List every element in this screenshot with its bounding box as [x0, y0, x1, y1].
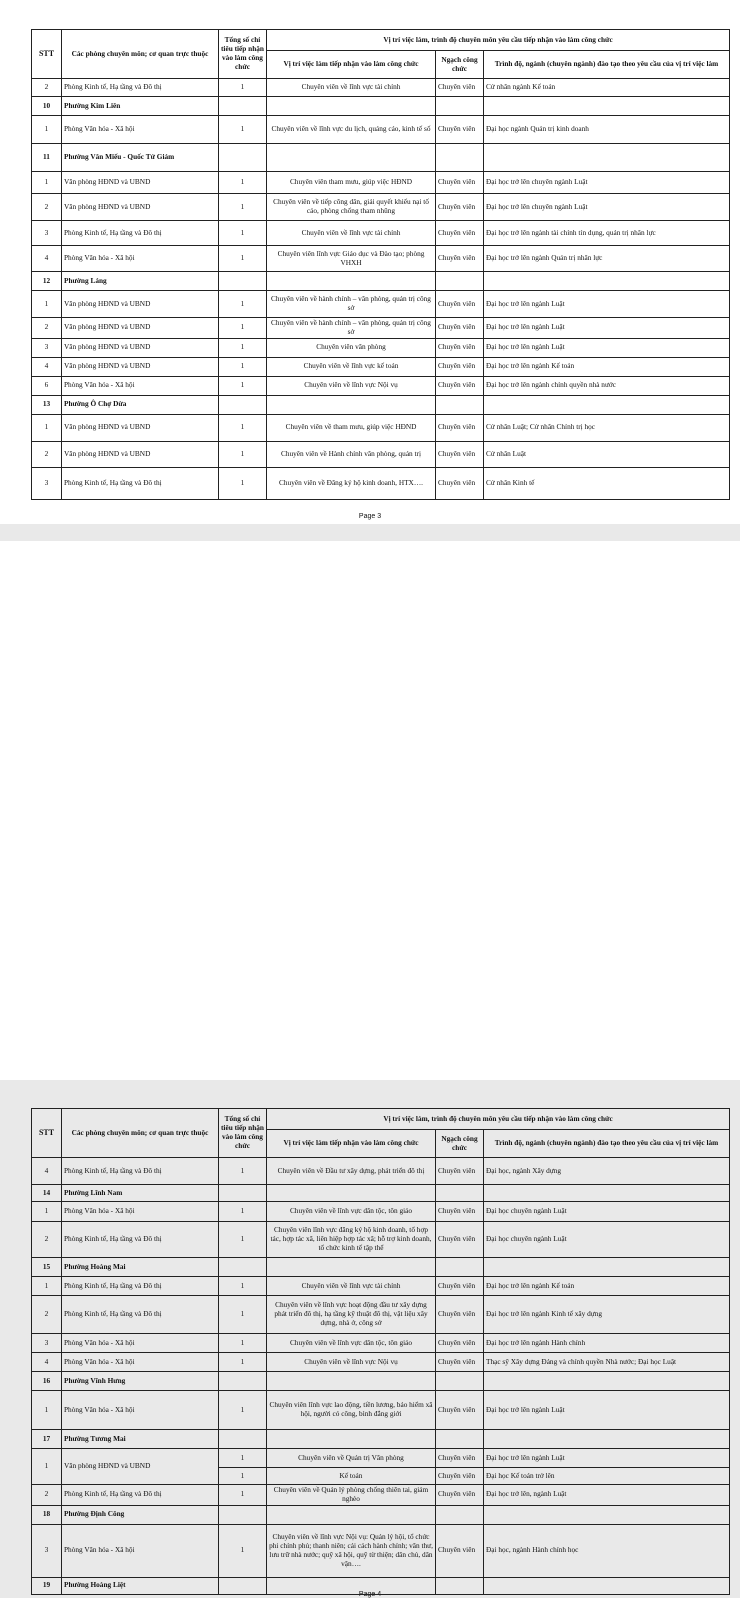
- cell-qualification: Đại học trở lên ngành Luật: [484, 318, 730, 339]
- cell-department: Phòng Văn hóa - Xã hội: [62, 1334, 219, 1353]
- ward-section-row: [32, 1258, 730, 1277]
- cell-empty: [436, 1505, 484, 1524]
- cell-qualification: Cử nhân Luật: [484, 441, 730, 467]
- cell-rank: Chuyên viên: [436, 1334, 484, 1353]
- cell-total: 1: [219, 1334, 267, 1353]
- cell-ward-name: Phường Lĩnh Nam: [62, 1185, 219, 1202]
- page-number: Page 3: [358, 513, 382, 520]
- cell-qualification: Đại học chuyên ngành Luật: [484, 1222, 730, 1258]
- table-row: [32, 1524, 730, 1577]
- table-row: [32, 116, 730, 144]
- cell-stt: 2: [32, 194, 62, 221]
- cell-position: Chuyên viên về lĩnh vực tài chính: [267, 79, 436, 97]
- cell-qualification: Đại học trở lên ngành Hành chính: [484, 1334, 730, 1353]
- cell-position: Chuyên viên về lĩnh vực Nội vụ: [267, 1353, 436, 1372]
- cell-stt: 1: [32, 1277, 62, 1296]
- cell-total: 1: [219, 116, 267, 144]
- cell-rank: Chuyên viên: [436, 1296, 484, 1334]
- cell-total: 1: [219, 79, 267, 97]
- cell-rank: Chuyên viên: [436, 221, 484, 246]
- ward-section-row: [32, 144, 730, 172]
- cell-qualification: Thạc sỹ Xây dựng Đảng và chính quyền Nhà nước; Đại học Luật: [484, 1353, 730, 1372]
- table-row: [32, 1222, 730, 1258]
- cell-stt: 17: [32, 1430, 62, 1449]
- cell-rank: Chuyên viên: [436, 1449, 484, 1468]
- cell-department: Văn phòng HĐND và UBND: [62, 441, 219, 467]
- cell-stt: 18: [32, 1505, 62, 1524]
- header-qualification: Trình độ, ngành (chuyên ngành) đào tạo theo yêu cầu của vị trí việc làm: [484, 1130, 730, 1158]
- cell-stt: 16: [32, 1372, 62, 1391]
- cell-position: Chuyên viên về Đăng ký hộ kinh doanh, HTX….: [267, 467, 436, 499]
- cell-position: Chuyên viên về lĩnh vực hoạt động đầu tư xây dựng phát triển đô thị, hạ tầng kỹ thuật đô thị, vật liệu xây dựng, nhà ở, công sở: [267, 1296, 436, 1334]
- cell-department: Phòng Kinh tế, Hạ tầng và Đô thị: [62, 221, 219, 246]
- cell-department: Phòng Văn hóa - Xã hội: [62, 1391, 219, 1430]
- cell-stt: 4: [32, 1353, 62, 1372]
- cell-empty: [484, 395, 730, 414]
- cell-qualification: Đại học trở lên ngành Luật: [484, 1449, 730, 1468]
- table-row: [32, 318, 730, 339]
- table-row: [32, 376, 730, 395]
- cell-empty: [436, 1430, 484, 1449]
- header-position-group: Vị trí việc làm, trình độ chuyên môn yêu cầu tiếp nhận vào làm công chức: [267, 1109, 730, 1130]
- cell-total: 1: [219, 318, 267, 339]
- cell-rank: Chuyên viên: [436, 1202, 484, 1222]
- cell-empty: [219, 1258, 267, 1277]
- cell-rank: Chuyên viên: [436, 1158, 484, 1185]
- cell-stt: 19: [32, 1577, 62, 1594]
- cell-position: Chuyên viên về lĩnh vực dân tộc, tôn giáo: [267, 1334, 436, 1353]
- cell-stt: 1: [32, 1449, 62, 1485]
- cell-empty: [219, 1185, 267, 1202]
- cell-qualification: Đại học trở lên ngành tài chính tín dụng, quản trị nhân lực: [484, 221, 730, 246]
- cell-qualification: Đại học trở lên ngành Quản trị nhân lực: [484, 246, 730, 272]
- cell-empty: [267, 1577, 436, 1594]
- table-row: [32, 1485, 730, 1506]
- cell-rank: Chuyên viên: [436, 357, 484, 376]
- cell-empty: [484, 1258, 730, 1277]
- cell-ward-name: Phường Văn Miếu - Quốc Tử Giám: [62, 144, 219, 172]
- cell-ward-name: Phường Định Công: [62, 1505, 219, 1524]
- cell-position: Chuyên viên lĩnh vực đăng ký hộ kinh doanh, tổ hợp tác, hợp tác xã, liên hiệp hợp tác xã; hỗ trợ kinh doanh, tổ chức kinh tế tập thể: [267, 1222, 436, 1258]
- ward-section-row: [32, 272, 730, 291]
- ward-section-row: [32, 1577, 730, 1594]
- cell-empty: [436, 272, 484, 291]
- cell-rank: Chuyên viên: [436, 441, 484, 467]
- cell-department: Văn phòng HĐND và UBND: [62, 318, 219, 339]
- cell-total: 1: [219, 291, 267, 318]
- cell-empty: [436, 144, 484, 172]
- cell-total: 1: [219, 357, 267, 376]
- cell-stt: 1: [32, 172, 62, 194]
- cell-position: Kế toán: [267, 1468, 436, 1485]
- cell-rank: Chuyên viên: [436, 1524, 484, 1577]
- table-row: [32, 1391, 730, 1430]
- cell-position: Chuyên viên lĩnh vực Giáo dục và Đào tạo; phòng VHXH: [267, 246, 436, 272]
- cell-stt: 3: [32, 467, 62, 499]
- cell-qualification: Đại học chuyên ngành Luật: [484, 1202, 730, 1222]
- cell-total: 1: [219, 1277, 267, 1296]
- cell-empty: [267, 1505, 436, 1524]
- cell-ward-name: Phường Láng: [62, 272, 219, 291]
- cell-rank: Chuyên viên: [436, 467, 484, 499]
- cell-stt: 2: [32, 1222, 62, 1258]
- cell-total: 1: [219, 1158, 267, 1185]
- table-row: [32, 1158, 730, 1185]
- cell-empty: [484, 1185, 730, 1202]
- table-row: [32, 194, 730, 221]
- table-row: [32, 1449, 730, 1468]
- cell-empty: [219, 1577, 267, 1594]
- cell-stt: 3: [32, 221, 62, 246]
- table-row: [32, 467, 730, 499]
- cell-department: Phòng Văn hóa - Xã hội: [62, 246, 219, 272]
- table-row: [32, 441, 730, 467]
- cell-stt: 4: [32, 1158, 62, 1185]
- cell-empty: [219, 1372, 267, 1391]
- cell-department: Phòng Kinh tế, Hạ tầng và Đô thị: [62, 1158, 219, 1185]
- table-row: [32, 338, 730, 357]
- cell-total: 1: [219, 172, 267, 194]
- cell-rank: Chuyên viên: [436, 376, 484, 395]
- cell-stt: 2: [32, 318, 62, 339]
- cell-ward-name: Phường Tương Mai: [62, 1430, 219, 1449]
- cell-stt: 4: [32, 357, 62, 376]
- cell-stt: 14: [32, 1185, 62, 1202]
- cell-empty: [484, 144, 730, 172]
- document-page-4: [0, 541, 740, 1598]
- cell-qualification: Đại học trở lên ngành chính quyền nhà nước: [484, 376, 730, 395]
- cell-stt: 11: [32, 144, 62, 172]
- cell-position: Chuyên viên văn phòng: [267, 338, 436, 357]
- cell-ward-name: Phường Hoàng Liệt: [62, 1577, 219, 1594]
- header-position-group: Vị trí việc làm, trình độ chuyên môn yêu cầu tiếp nhận vào làm công chức: [267, 30, 730, 51]
- cell-empty: [436, 395, 484, 414]
- cell-position: Chuyên viên về hành chính – văn phòng, quản trị công sở: [267, 318, 436, 339]
- cell-total: 1: [219, 1449, 267, 1468]
- cell-total: 1: [219, 1222, 267, 1258]
- cell-stt: 6: [32, 376, 62, 395]
- cell-rank: Chuyên viên: [436, 194, 484, 221]
- cell-position: Chuyên viên lĩnh vực lao động, tiền lương, bảo hiểm xã hội, người có công, bình đẳng giới: [267, 1391, 436, 1430]
- header-department: Các phòng chuyên môn; cơ quan trực thuộc: [62, 1109, 219, 1158]
- cell-total: 1: [219, 441, 267, 467]
- cell-rank: Chuyên viên: [436, 1277, 484, 1296]
- cell-stt: 1: [32, 116, 62, 144]
- cell-total: 1: [219, 414, 267, 441]
- header-qualification: Trình độ, ngành (chuyên ngành) đào tạo theo yêu cầu của vị trí việc làm: [484, 51, 730, 79]
- cell-total: 1: [219, 1353, 267, 1372]
- cell-rank: Chuyên viên: [436, 172, 484, 194]
- cell-stt: 13: [32, 395, 62, 414]
- cell-qualification: Đại học trở lên ngành Kinh tế xây dựng: [484, 1296, 730, 1334]
- ward-section-row: [32, 1430, 730, 1449]
- cell-total: 1: [219, 1202, 267, 1222]
- cell-rank: Chuyên viên: [436, 1222, 484, 1258]
- cell-empty: [484, 1372, 730, 1391]
- cell-department: Phòng Văn hóa - Xã hội: [62, 1202, 219, 1222]
- cell-qualification: Đại học ngành Quản trị kinh doanh: [484, 116, 730, 144]
- cell-qualification: Đại học trở lên ngành Luật: [484, 338, 730, 357]
- cell-qualification: Cử nhân Kinh tế: [484, 467, 730, 499]
- header-total-quota: Tổng số chỉ tiêu tiếp nhận vào làm công chức: [219, 30, 267, 79]
- cell-qualification: Đại học trở lên, ngành Luật: [484, 1485, 730, 1506]
- cell-empty: [484, 272, 730, 291]
- cell-empty: [484, 1505, 730, 1524]
- cell-stt: 4: [32, 246, 62, 272]
- cell-qualification: Đại học trở lên chuyên ngành Luật: [484, 194, 730, 221]
- cell-rank: Chuyên viên: [436, 116, 484, 144]
- cell-stt: 2: [32, 1485, 62, 1506]
- cell-stt: 2: [32, 79, 62, 97]
- cell-empty: [219, 144, 267, 172]
- cell-department: Phòng Kinh tế, Hạ tầng và Đô thị: [62, 1296, 219, 1334]
- cell-qualification: Đại học, ngành Xây dựng: [484, 1158, 730, 1185]
- cell-empty: [436, 1577, 484, 1594]
- ward-section-row: [32, 97, 730, 116]
- cell-empty: [219, 395, 267, 414]
- cell-stt: 15: [32, 1258, 62, 1277]
- header-civil-rank: Ngạch công chức: [436, 1130, 484, 1158]
- cell-qualification: Đại học trở lên chuyên ngành Luật: [484, 172, 730, 194]
- table-row: [32, 246, 730, 272]
- cell-qualification: Cử nhân Luật; Cử nhân Chính trị học: [484, 414, 730, 441]
- table-row: [32, 1202, 730, 1222]
- cell-total: 1: [219, 1524, 267, 1577]
- cell-rank: Chuyên viên: [436, 1468, 484, 1485]
- ward-section-row: [32, 1372, 730, 1391]
- table-row: [32, 1277, 730, 1296]
- table-row: [32, 291, 730, 318]
- cell-position: Chuyên viên về lĩnh vực tài chính: [267, 1277, 436, 1296]
- cell-department: Văn phòng HĐND và UBND: [62, 172, 219, 194]
- table-row: [32, 357, 730, 376]
- cell-empty: [219, 1505, 267, 1524]
- cell-department: Văn phòng HĐND và UBND: [62, 357, 219, 376]
- cell-department: Phòng Văn hóa - Xã hội: [62, 1524, 219, 1577]
- header-civil-rank: Ngạch công chức: [436, 51, 484, 79]
- cell-empty: [267, 1185, 436, 1202]
- cell-position: Chuyên viên về Quản trị Văn phòng: [267, 1449, 436, 1468]
- cell-qualification: Đại học trở lên ngành Luật: [484, 1391, 730, 1430]
- ward-section-row: [32, 395, 730, 414]
- cell-department: Phòng Kinh tế, Hạ tầng và Đô thị: [62, 1485, 219, 1506]
- cell-total: 1: [219, 1296, 267, 1334]
- cell-total: 1: [219, 1468, 267, 1485]
- cell-qualification: Đại học trở lên ngành Luật: [484, 291, 730, 318]
- cell-position: Chuyên viên về lĩnh vực kế toán: [267, 357, 436, 376]
- cell-stt: 2: [32, 1296, 62, 1334]
- ward-section-row: [32, 1505, 730, 1524]
- cell-empty: [267, 272, 436, 291]
- cell-empty: [267, 1372, 436, 1391]
- cell-position: Chuyên viên về Đầu tư xây dựng, phát triển đô thị: [267, 1158, 436, 1185]
- cell-stt: 1: [32, 414, 62, 441]
- table-row: [32, 1334, 730, 1353]
- header-position: Vị trí việc làm tiếp nhận vào làm công chức: [267, 1130, 436, 1158]
- cell-department: Phòng Kinh tế, Hạ tầng và Đô thị: [62, 1222, 219, 1258]
- header-position: Vị trí việc làm tiếp nhận vào làm công chức: [267, 51, 436, 79]
- cell-empty: [219, 97, 267, 116]
- cell-empty: [267, 97, 436, 116]
- cell-empty: [484, 97, 730, 116]
- recruitment-table: [31, 1108, 730, 1595]
- cell-stt: 1: [32, 291, 62, 318]
- cell-position: Chuyên viên về lĩnh vực Nội vụ: [267, 376, 436, 395]
- cell-ward-name: Phường Kim Liên: [62, 97, 219, 116]
- cell-rank: Chuyên viên: [436, 79, 484, 97]
- cell-total: 1: [219, 1391, 267, 1430]
- cell-position: Chuyên viên về Quản lý phòng chống thiên tai, giảm nghèo: [267, 1485, 436, 1506]
- cell-empty: [267, 144, 436, 172]
- cell-department: Phòng Văn hóa - Xã hội: [62, 376, 219, 395]
- cell-rank: Chuyên viên: [436, 338, 484, 357]
- cell-department: Văn phòng HĐND và UBND: [62, 338, 219, 357]
- cell-total: 1: [219, 194, 267, 221]
- ward-section-row: [32, 1185, 730, 1202]
- cell-department: Văn phòng HĐND và UBND: [62, 1449, 219, 1485]
- cell-stt: 10: [32, 97, 62, 116]
- cell-position: Chuyên viên về lĩnh vực Nội vụ: Quản lý hội, tổ chức phi chính phủ; thanh niên; cải cách hành chính; văn thư, lưu trữ nhà nước; quỹ xã hội, quỹ từ thiện; dân chủ, dân vận….: [267, 1524, 436, 1577]
- cell-department: Phòng Văn hóa - Xã hội: [62, 1353, 219, 1372]
- cell-rank: Chuyên viên: [436, 414, 484, 441]
- header-total-quota: Tổng số chỉ tiêu tiếp nhận vào làm công chức: [219, 1109, 267, 1158]
- cell-ward-name: Phường Vĩnh Hưng: [62, 1372, 219, 1391]
- cell-position: Chuyên viên về tham mưu, giúp việc HĐND: [267, 414, 436, 441]
- cell-rank: Chuyên viên: [436, 246, 484, 272]
- table-row: [32, 1296, 730, 1334]
- page-number: Page 4: [358, 1591, 382, 1598]
- cell-empty: [484, 1577, 730, 1594]
- cell-empty: [436, 97, 484, 116]
- cell-stt: 3: [32, 338, 62, 357]
- cell-department: Phòng Kinh tế, Hạ tầng và Đô thị: [62, 1277, 219, 1296]
- cell-total: 1: [219, 376, 267, 395]
- cell-empty: [436, 1258, 484, 1277]
- table-row: [32, 414, 730, 441]
- document-page-3: [0, 0, 740, 524]
- cell-empty: [436, 1372, 484, 1391]
- cell-total: 1: [219, 467, 267, 499]
- cell-empty: [219, 272, 267, 291]
- header-department: Các phòng chuyên môn; cơ quan trực thuộc: [62, 30, 219, 79]
- cell-rank: Chuyên viên: [436, 291, 484, 318]
- cell-qualification: Đại học trở lên ngành Kế toán: [484, 357, 730, 376]
- table-row: [32, 79, 730, 97]
- cell-position: Chuyên viên về lĩnh vực du lịch, quảng cáo, kinh tế số: [267, 116, 436, 144]
- cell-position: Chuyên viên về Hành chính văn phòng, quản trị: [267, 441, 436, 467]
- cell-position: Chuyên viên tham mưu, giúp việc HĐND: [267, 172, 436, 194]
- header-stt: STT: [32, 1109, 62, 1158]
- cell-department: Phòng Kinh tế, Hạ tầng và Đô thị: [62, 467, 219, 499]
- cell-position: Chuyên viên về lĩnh vực tài chính: [267, 221, 436, 246]
- cell-ward-name: Phường Hoàng Mai: [62, 1258, 219, 1277]
- cell-department: Văn phòng HĐND và UBND: [62, 414, 219, 441]
- cell-rank: Chuyên viên: [436, 1391, 484, 1430]
- cell-stt: 2: [32, 441, 62, 467]
- cell-rank: Chuyên viên: [436, 1353, 484, 1372]
- cell-empty: [484, 1430, 730, 1449]
- cell-stt: 1: [32, 1391, 62, 1430]
- cell-qualification: Đại học, ngành Hành chính học: [484, 1524, 730, 1577]
- table-row: [32, 172, 730, 194]
- cell-position: Chuyên viên về lĩnh vực dân tộc, tôn giáo: [267, 1202, 436, 1222]
- cell-qualification: Đại học Kế toán trở lên: [484, 1468, 730, 1485]
- cell-position: Chuyên viên về tiếp công dân, giải quyết khiếu nại tố cáo, phòng chống tham nhũng: [267, 194, 436, 221]
- cell-total: 1: [219, 246, 267, 272]
- cell-qualification: Cử nhân ngành Kế toán: [484, 79, 730, 97]
- cell-ward-name: Phường Ô Chợ Dừa: [62, 395, 219, 414]
- recruitment-table: [31, 29, 730, 500]
- cell-department: Phòng Văn hóa - Xã hội: [62, 116, 219, 144]
- cell-empty: [267, 1258, 436, 1277]
- cell-rank: Chuyên viên: [436, 1485, 484, 1506]
- cell-stt: 3: [32, 1524, 62, 1577]
- cell-stt: 1: [32, 1202, 62, 1222]
- cell-total: 1: [219, 338, 267, 357]
- cell-total: 1: [219, 221, 267, 246]
- cell-department: Phòng Kinh tế, Hạ tầng và Đô thị: [62, 79, 219, 97]
- cell-empty: [267, 395, 436, 414]
- cell-stt: 12: [32, 272, 62, 291]
- table-row: [32, 1353, 730, 1372]
- table-row: [32, 221, 730, 246]
- cell-stt: 3: [32, 1334, 62, 1353]
- cell-empty: [436, 1185, 484, 1202]
- header-stt: STT: [32, 30, 62, 79]
- cell-department: Văn phòng HĐND và UBND: [62, 194, 219, 221]
- cell-rank: Chuyên viên: [436, 318, 484, 339]
- cell-total: 1: [219, 1485, 267, 1506]
- cell-department: Văn phòng HĐND và UBND: [62, 291, 219, 318]
- cell-empty: [219, 1430, 267, 1449]
- cell-qualification: Đại học trở lên ngành Kế toán: [484, 1277, 730, 1296]
- cell-position: Chuyên viên về hành chính – văn phòng, quản trị công sở: [267, 291, 436, 318]
- cell-empty: [267, 1430, 436, 1449]
